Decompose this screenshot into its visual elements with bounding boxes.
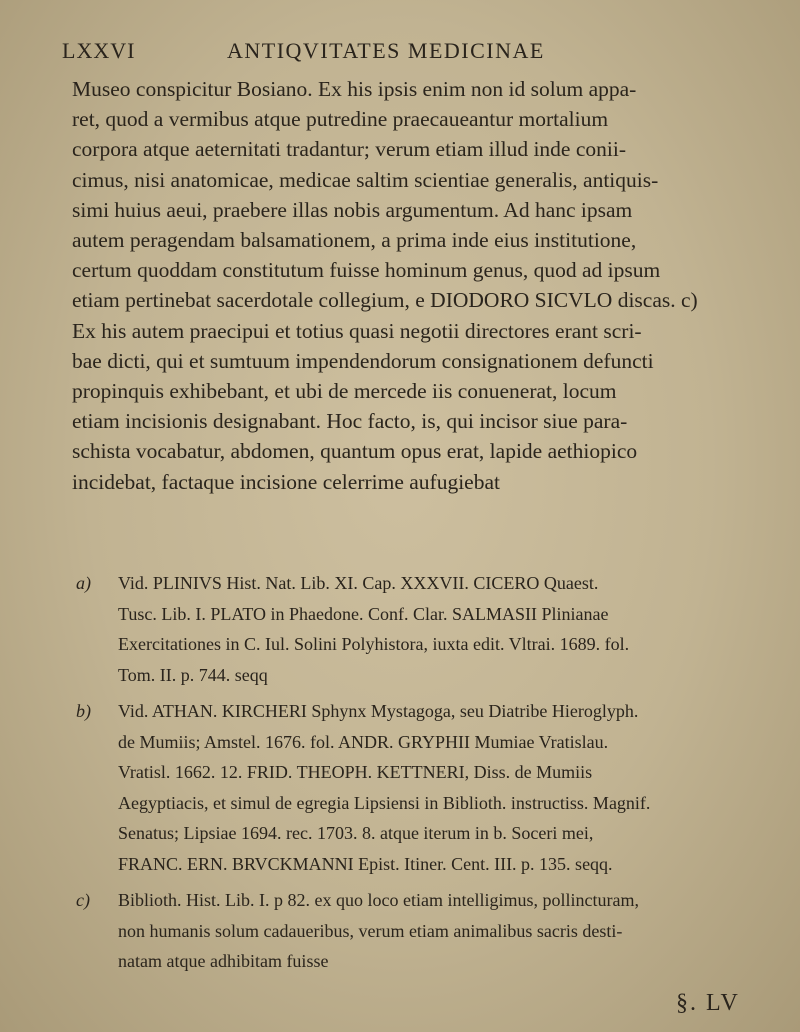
footnote-line: Exercitationes in C. Iul. Solini Polyhistora, iuxta edit. Vltrai. 1689. fol.	[118, 634, 630, 654]
footnote-line: Vid. ATHAN. KIRCHERI Sphynx Mystagoga, seu Diatribe Hieroglyph.	[118, 701, 639, 721]
text-line: bae dicti, qui et sumtuum impendendorum consignationem defuncti	[72, 348, 654, 373]
footnote-a	[76, 568, 776, 690]
page-header	[62, 38, 742, 68]
text-line: Museo conspicitur Bosiano. Ex his ipsis enim non id solum appa-	[72, 77, 637, 101]
text-line: incidebat, factaque incisione celerrime aufugiebat	[72, 469, 500, 494]
footnote-line: de Mumiis; Amstel. 1676. fol. ANDR. GRYPHII Mumiae Vratislau.	[118, 731, 609, 752]
text-line: etiam incisionis designabant. Hoc facto, is, qui incisor siue para-	[72, 409, 628, 434]
text-line: corpora atque aeternitati tradantur; verum etiam illud inde conii-	[72, 137, 627, 162]
text-line: schista vocabatur, abdomen, quantum opus erat, lapide aethiopico	[72, 439, 638, 464]
text-line: propinquis exhibebant, et ubi de mercede iis conuenerat, locum	[72, 379, 617, 404]
text-line: certum quoddam constitutum fuisse hominum genus, quod ad ipsum	[72, 258, 661, 283]
footnote-line: Vratisl. 1662. 12. FRID. THEOPH. KETTNERI, Diss. de Mumiis	[118, 762, 593, 782]
footnote-line: Senatus; Lipsiae 1694. rec. 1703. 8. atque iterum in b. Soceri mei,	[118, 823, 594, 843]
footnote-mark: a)	[76, 573, 91, 593]
footnote-line: Biblioth. Hist. Lib. I. p 82. ex quo loco etiam intelligimus, pollincturam,	[118, 890, 639, 910]
text-line: cimus, nisi anatomicae, medicae saltim scientiae generalis, antiquis-	[72, 167, 659, 192]
footnote-c	[76, 885, 776, 977]
main-text	[72, 74, 772, 497]
text-line: autem peragendam balsamationem, a prima inde eius institutione,	[72, 228, 637, 253]
catchword: §. LV	[676, 990, 740, 1016]
footnote-line: Vid. PLINIVS Hist. Nat. Lib. XI. Cap. XXXVII. CICERO Quaest.	[118, 573, 599, 593]
text-line: simi huius aeui, praebere illas nobis argumentum. Ad hanc ipsam	[72, 197, 633, 222]
running-title: ANTIQVITATES MEDICINAE	[227, 38, 545, 63]
footnote-line: Tom. II. p. 744. seqq	[118, 664, 268, 685]
footnote-line: Aegyptiacis, et simul de egregia Lipsiensi in Biblioth. instructiss. Magnif.	[118, 792, 651, 813]
footnote-mark: b)	[76, 701, 91, 721]
footnote-line: FRANC. ERN. BRVCKMANNI Epist. Itiner. Cent. III. p. 135. seqq.	[118, 853, 613, 874]
page-number: LXXVI	[62, 38, 136, 63]
footnote-line: natam atque adhibitam fuisse	[118, 951, 329, 971]
footnote-line: non humanis solum cadaueribus, verum etiam animalibus sacris desti-	[118, 920, 623, 941]
text-line: etiam pertinebat sacerdotale collegium, e DIODORO SICVLO discas. c)	[72, 288, 698, 313]
footnote-line: Tusc. Lib. I. PLATO in Phaedone. Conf. Clar. SALMASII Plinianae	[118, 603, 609, 624]
text-line: Ex his autem praecipui et totius quasi negotii directores erant scri-	[72, 318, 642, 343]
footnotes	[76, 568, 776, 983]
footnote-b	[76, 696, 776, 879]
footnote-mark: c)	[76, 890, 90, 910]
text-line: ret, quod a vermibus atque putredine praecaueantur mortalium	[72, 107, 609, 132]
